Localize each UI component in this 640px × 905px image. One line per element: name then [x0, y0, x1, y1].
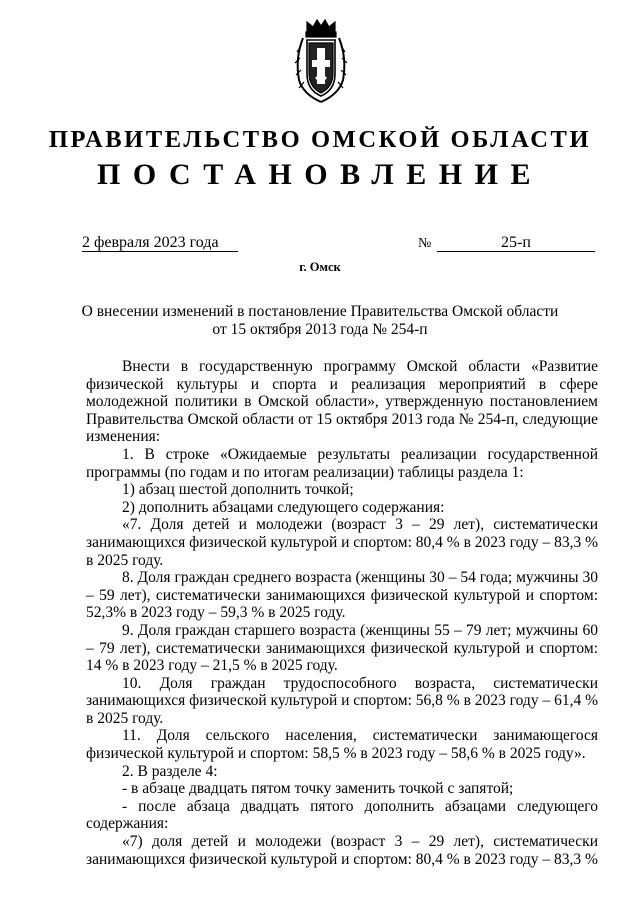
- city-label: г. Омск: [299, 260, 341, 274]
- title-line-2: от 15 октября 2013 года № 254-п: [212, 320, 428, 338]
- paragraph: 10. Доля граждан трудоспособного возраста, систематически занимающихся физической культурой и спортом: 56,8 % в 2023 году – 61,4 % в 2025 году.: [86, 674, 598, 727]
- paragraph: 1) абзац шестой дополнить точкой;: [122, 481, 354, 499]
- paragraph: 11. Доля сельского населения, систематически занимающегося физической культурой и спортом: 58,5 % в 2023 году – 58,6 % в 2025 году».: [86, 727, 598, 763]
- omsk-coat-of-arms-icon: [293, 18, 349, 104]
- paragraph: «7. Доля детей и молодежи (возраст 3 – 29 лет), систематически занимающихся физической культурой и спортом: 80,4 % в 2023 году – 83,3 % в 2025 году.: [86, 516, 598, 569]
- document-type: ПОСТАНОВЛЕНИЕ: [97, 158, 543, 191]
- document-date: 2 февраля 2023 года: [82, 234, 238, 252]
- paragraph: 2) дополнить абзацами следующего содержания:: [122, 498, 445, 516]
- paragraph: 2. В разделе 4:: [122, 762, 218, 780]
- paragraph: - после абзаца двадцать пятого дополнить абзацами следующего содержания:: [86, 797, 598, 833]
- paragraph: 9. Доля граждан старшего возраста (женщины 55 – 79 лет; мужчины 60 – 79 лет), систематически занимающихся физической культурой и спортом: 14 % в 2023 году – 21,5 % в 2025 году.: [86, 621, 598, 675]
- paragraph: - в абзаце двадцать пятом точку заменить точкой с запятой;: [122, 780, 514, 798]
- document-number: 25-п: [437, 234, 595, 252]
- paragraph: 1. В строке «Ожидаемые результаты реализации государственной программы (по годам и по итогам реализации) таблицы раздела 1:: [86, 445, 598, 481]
- number-sign: №: [418, 236, 432, 251]
- document-body: [86, 358, 598, 868]
- document-title: [60, 303, 580, 338]
- title-line-1: О внесении изменений в постановление Правительства Омской области: [81, 303, 559, 320]
- paragraph: Внести в государственную программу Омской области «Развитие физической культуры и спорта и реализация мероприятий в сфере молодежной политики в Омской области», утвержденную постановлением Правительства Омской области от 15 октября 2013 года № 254-п, следующие изменения:: [86, 358, 598, 446]
- paragraph: «7) доля детей и молодежи (возраст 3 – 29 лет), систематически занимающихся физической культурой и спортом: 80,4 % в 2023 году – 83,3 %: [86, 833, 598, 868]
- paragraph: 8. Доля граждан среднего возраста (женщины 30 – 54 года; мужчины 30 – 59 лет), систематически занимающихся физической культурой и спортом: 52,3% в 2023 году – 59,3 % в 2025 году.: [86, 569, 598, 622]
- government-name: ПРАВИТЕЛЬСТВО ОМСКОЙ ОБЛАСТИ: [48, 126, 592, 153]
